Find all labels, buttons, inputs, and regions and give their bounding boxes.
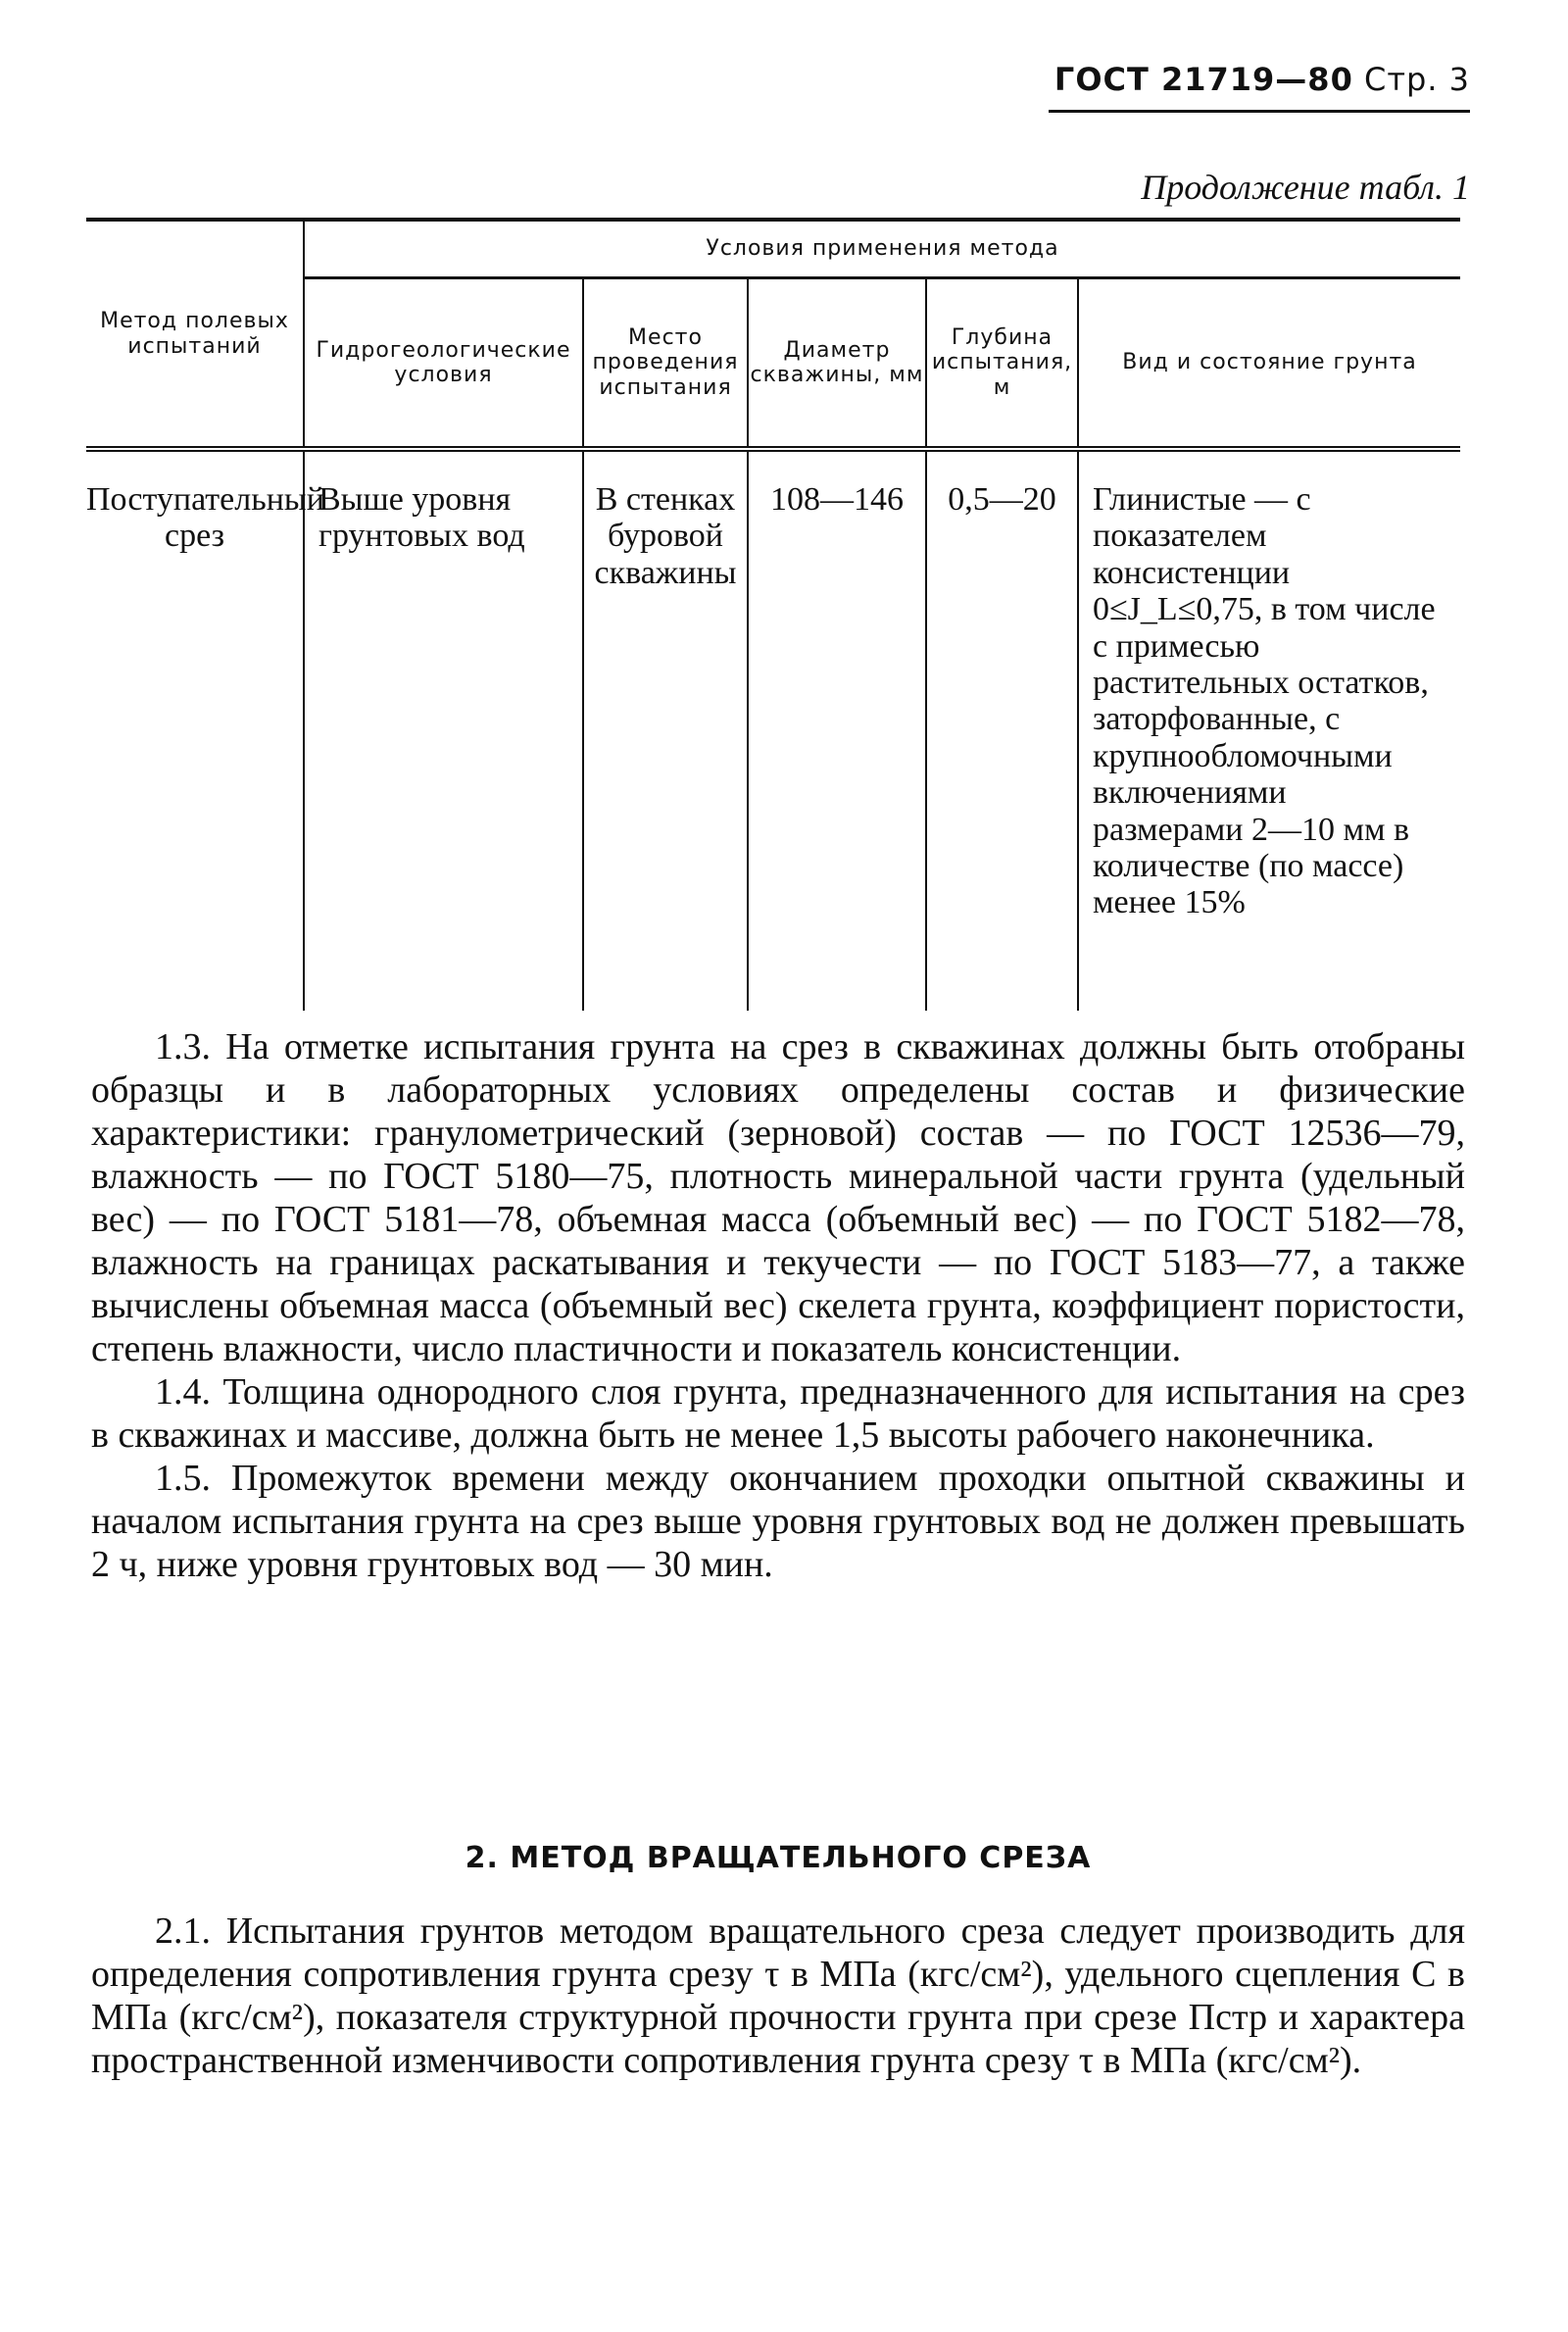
page-number: Стр. 3 [1364,61,1470,98]
cell-soil: Глинистые — с показателем консистенции 0≤J_L≤0,75, в том числе с примесью растительных остатков, заторфованные, с крупнообломочными включениями размерами 2—10 мм в количестве (по массе) менее 15% [1078,449,1460,1011]
paragraph-1-4: 1.4. Толщина однородного слоя грунта, предназначенного для испытания на срез в скважинах и массиве, должна быть не менее 1,5 высоты рабочего наконечника. [91,1371,1465,1456]
column-header-method: Метод полевых испытаний [86,220,304,449]
document-number: ГОСТ 21719—80 [1054,61,1353,98]
paragraph-2-1: 2.1. Испытания грунтов методом вращательного среза следует производить для определения сопротивления грунта срезу τ в МПа (кгс/см²), удельного сцепления C в МПа (кгс/см²), показателя структурной прочности грунта при срезе Пстр и характера пространственной изменчивости сопротивления грунта срезу τ в МПа (кгс/см²). [91,1910,1465,2081]
column-header-soil: Вид и состояние грунта [1078,278,1460,450]
cell-diameter: 108—146 [748,449,926,1011]
group-header: Условия применения метода [304,220,1460,278]
cell-depth: 0,5—20 [926,449,1078,1011]
column-header-place: Место проведения испытания [583,278,748,450]
table-row [86,449,1460,1011]
cell-place: В стенках буровой скважины [583,449,748,1011]
page-header [1049,61,1470,113]
paragraphs-section-1 [91,1025,1465,1586]
paragraph-1-5: 1.5. Промежуток времени между окончанием проходки опытной скважины и началом испытания грунта на срез выше уровня грунтовых вод не должен превышать 2 ч, ниже уровня грунтовых вод — 30 мин. [91,1458,1465,1585]
conditions-table [86,218,1460,1011]
paragraphs-section-2 [91,1910,1465,2082]
column-header-diameter: Диаметр скважины, мм [748,278,926,450]
paragraph-1-3: 1.3. На отметке испытания грунта на срез в скважинах должны быть отобраны образцы и в лабораторных условиях определены состав и физические характеристики: гранулометрический (зерновой) состав — по ГОСТ 12536—79, влажность — по ГОСТ 5180—75, плотность минеральной части грунта (удельный вес) — по ГОСТ 5181—78, объемная масса (объемный вес) — по ГОСТ 5182—78, влажность на границах раскатывания и текучести — по ГОСТ 5183—77, а также вычислены объемная масса (объемный вес) скелета грунта, коэффициент пористости, степень влажности, число пластичности и показатель консистенции. [91,1026,1465,1369]
table-continuation-label: Продолжение табл. 1 [1141,168,1470,207]
column-header-depth: Глубина испытания, м [926,278,1078,450]
section-title: 2. МЕТОД ВРАЩАТЕЛЬНОГО СРЕЗА [465,1841,1092,1875]
column-header-hydro: Гидрогеологические условия [304,278,583,450]
cell-method: Поступательный срез [86,481,324,555]
cell-hydro: Выше уровня грунтовых вод [304,449,583,1011]
